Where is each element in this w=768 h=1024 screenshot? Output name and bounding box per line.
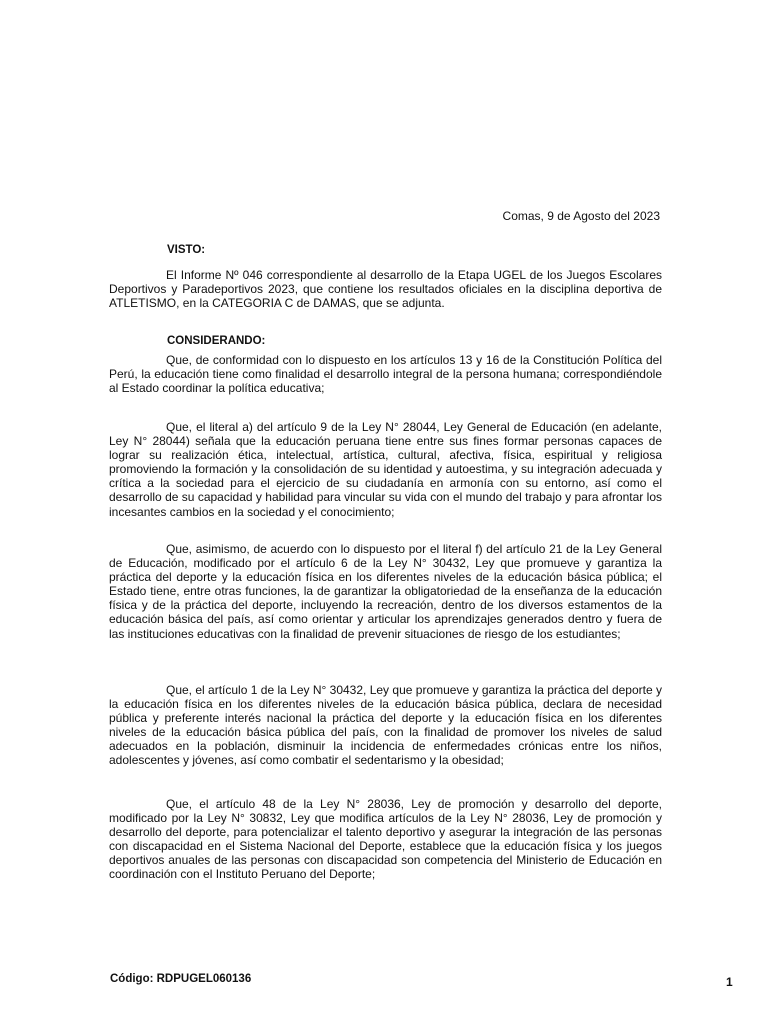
considerando-paragraph-3: Que, asimismo, de acuerdo con lo dispuesto por el literal f) del artículo 21 de la Ley General de Educación, modificado por el artículo 6 de la Ley N° 30432, Ley que promueve y garantiza la práctica del deporte y la educación física en los diferentes niveles de la educación básica pública; el Estado tiene, entre otras funciones, la de garantizar la obligatoriedad de la enseñanza de la educación física y de la práctica del deporte, incluyendo la recreación, dentro de los diversos estamentos de la educación básica del país, así como orientar y articular los aprendizajes generados dentro y fuera de las instituciones educativas con la finalidad de prevenir situaciones de riesgo de los estudiantes; — [109, 542, 662, 641]
visto-text: El Informe Nº 046 correspondiente al desarrollo de la Etapa UGEL de los Juegos Escolares Deportivos y Paradeportivos 2023, que contiene los resultados oficiales en la disciplina deportiva de ATLETISMO, en la CATEGORIA C de DAMAS, que se adjunta. — [109, 268, 662, 311]
considerando-paragraph-1: Que, de conformidad con lo dispuesto en los artículos 13 y 16 de la Constitución Política del Perú, la educación tiene como finalidad el desarrollo integral de la persona humana; correspondiéndole al Estado coordinar la política educativa; — [109, 353, 662, 396]
considerando-paragraph-4: Que, el artículo 1 de la Ley N° 30432, Ley que promueve y garantiza la práctica del deporte y la educación física en los diferentes niveles de la educación básica pública, declara de necesidad pública y preferente interés nacional la práctica del deporte y la educación física en los diferentes niveles de la educación básica pública del país, con la finalidad de promover los niveles de salud adecuados en la población, disminuir la incidencia de enfermedades crónicas entre los niños, adolescentes y jóvenes, así como combatir el sedentarismo y la obesidad; — [109, 683, 662, 768]
visto-heading: VISTO: — [167, 244, 206, 256]
considerando-paragraph-2: Que, el literal a) del artículo 9 de la Ley N° 28044, Ley General de Educación (en adelante, Ley N° 28044) señala que la educación peruana tiene entre sus fines formar personas capaces de lograr su realización ética, intelectual, artística, cultural, afectiva, física, espiritual y religiosa promoviendo la formación y la consolidación de su identidad y autoestima, y su integración adecuada y crítica a la sociedad para el ejercicio de su ciudadanía en armonía con su entorno, así como el desarrollo de su capacidad y habilidad para vincular su vida con el mundo del trabajo y para afrontar los incesantes cambios en la sociedad y el conocimiento; — [109, 420, 662, 519]
considerando-paragraph-5: Que, el artículo 48 de la Ley N° 28036, Ley de promoción y desarrollo del deporte, modificado por la Ley N° 30832, Ley que modifica artículos de la Ley N° 28036, Ley de promoción y desarrollo del deporte, para potencializar el talento deportivo y asegurar la integración de las personas con discapacidad en el Sistema Nacional del Deporte, establece que la educación física y los juegos deportivos anuales de las personas con discapacidad son competencia del Ministerio de Educación en coordinación con el Instituto Peruano del Deporte; — [109, 797, 662, 882]
considerando-heading: CONSIDERANDO: — [167, 335, 266, 347]
date-line: Comas, 9 de Agosto del 2023 — [502, 209, 660, 223]
page-number: 1 — [726, 975, 733, 989]
document-code: Código: RDPUGEL060136 — [110, 973, 252, 985]
